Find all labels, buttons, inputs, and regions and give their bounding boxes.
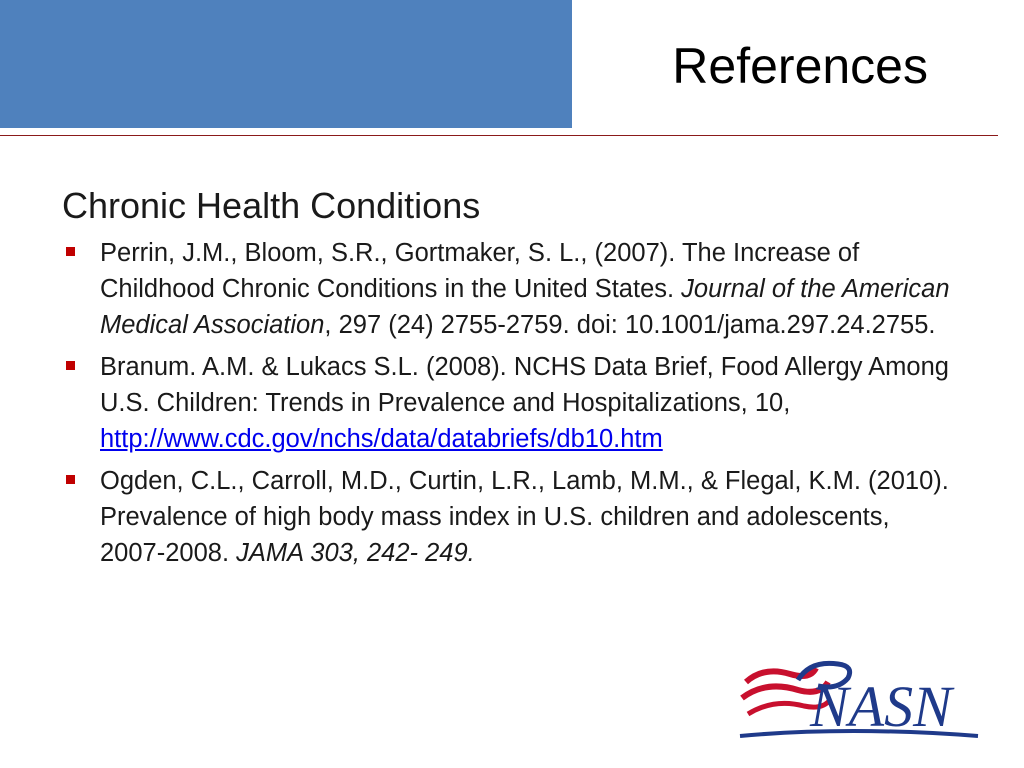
reference-text: Perrin, J.M., Bloom, S.R., Gortmaker, S. L., (2007). The Increase of Childhood Chronic Conditions in the United States. — [100, 239, 860, 304]
nasn-logo — [738, 660, 984, 746]
bullet-icon — [66, 475, 75, 484]
section-heading: Chronic Health Conditions — [62, 185, 481, 226]
reference-item — [62, 463, 952, 571]
bullet-icon — [66, 247, 75, 256]
nasn-logo-icon — [738, 660, 984, 746]
slide-content — [62, 184, 952, 577]
journal-title: JAMA 303, 242- 249. — [236, 539, 475, 568]
journal-title: Journal of the American Medical Association — [100, 275, 950, 340]
reference-text: Ogden, C.L., Carroll, M.D., Curtin, L.R., Lamb, M.M., & Flegal, K.M. (2010). Prevalence of high body mass index in U.S. children and adolescents, 2007-2008. — [100, 467, 949, 568]
slide-title: References — [672, 38, 928, 94]
logo-wordmark: NASN — [810, 674, 952, 739]
bullet-icon — [66, 361, 75, 370]
reference-link[interactable]: http://www.cdc.gov/nchs/data/databriefs/db10.htm — [100, 425, 663, 454]
reference-list — [62, 235, 952, 571]
reference-text: , 297 (24) 2755-2759. doi: 10.1001/jama.297.24.2755. — [324, 311, 936, 340]
header-color-block — [0, 0, 572, 128]
title-divider — [0, 135, 998, 136]
reference-item — [62, 349, 952, 457]
reference-text: Branum. A.M. & Lukacs S.L. (2008). NCHS Data Brief, Food Allergy Among U.S. Children: Trends in Prevalence and Hospitalizations, 10, — [100, 353, 949, 418]
reference-item — [62, 235, 952, 343]
